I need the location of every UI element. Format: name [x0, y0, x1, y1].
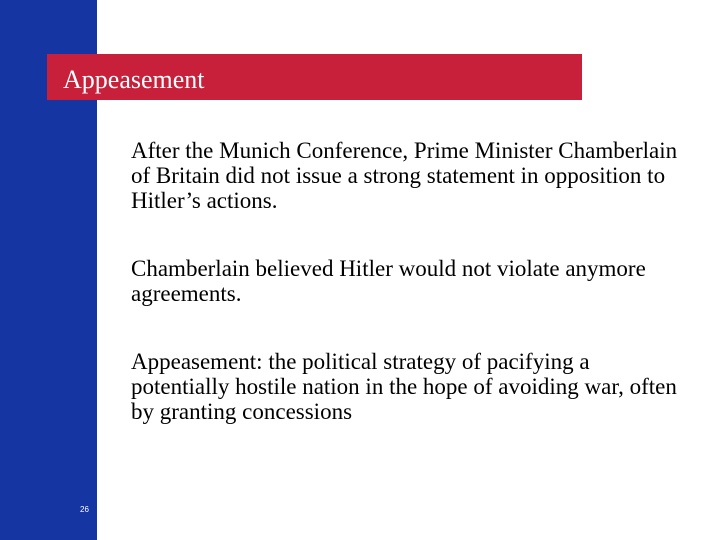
bullet-appeasement-definition: Appeasement: the political strategy of pacifying a potentially hostile nation in the hope of avoiding war, often by granting concessions — [131, 349, 677, 424]
bullet-chamberlain-belief: Chamberlain believed Hitler would not violate anymore agreements. — [131, 256, 646, 306]
bullet-list — [131, 138, 691, 467]
page-number: 26 — [80, 505, 89, 514]
slide-title: Appeasement — [63, 65, 205, 94]
bullet-munich-conference: After the Munich Conference, Prime Minister Chamberlain of Britain did not issue a strong statement in opposition to Hitler’s actions. — [131, 138, 678, 213]
